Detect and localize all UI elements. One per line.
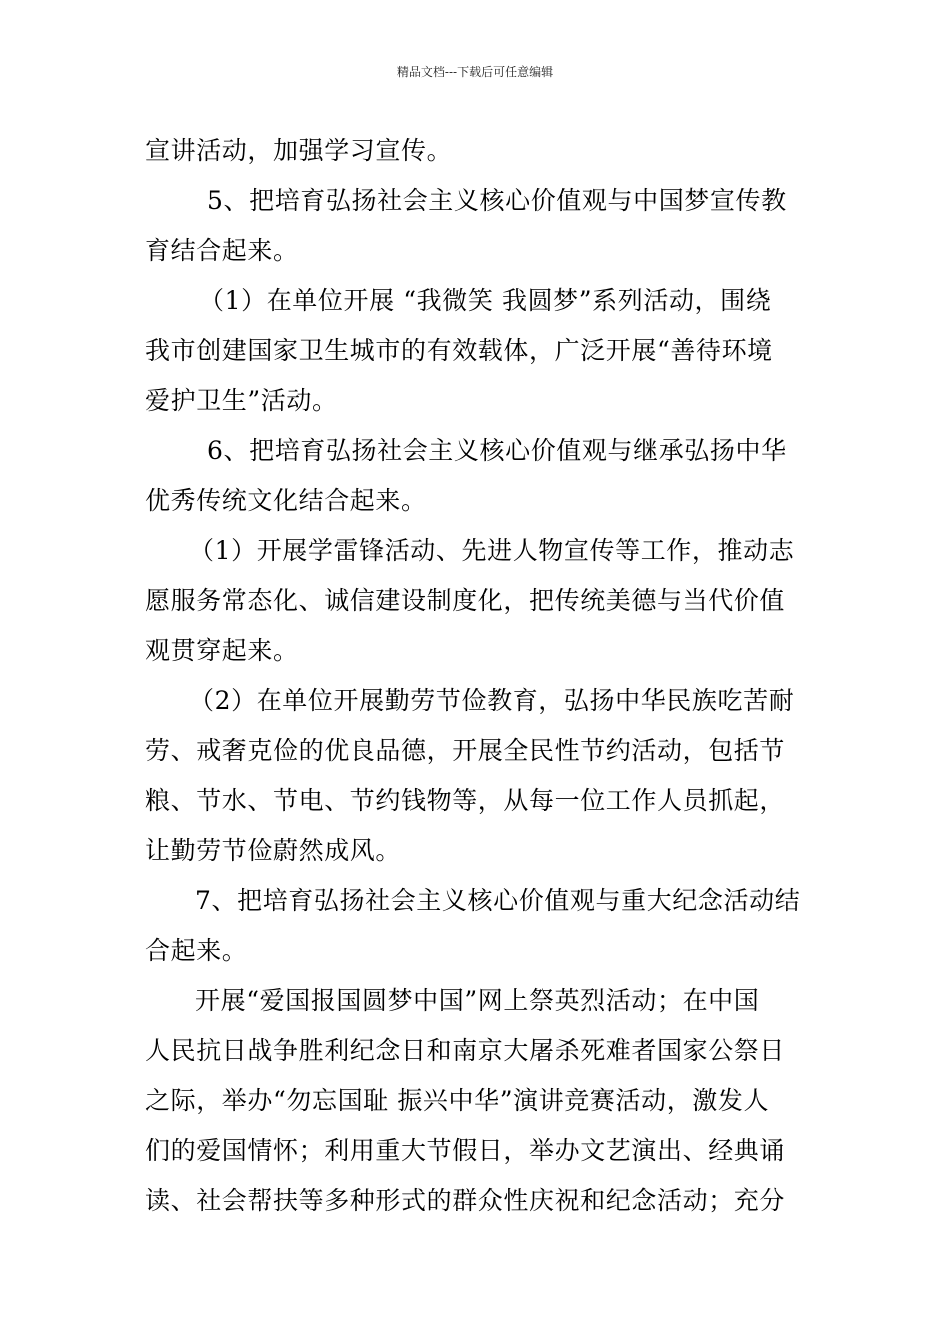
text-line: 5、把培育弘扬社会主义核心价值观与中国梦宣传教 bbox=[207, 186, 787, 215]
text-line: 爱护卫生”活动。 bbox=[145, 386, 338, 415]
page-header: 精品文档---下载后可任意编辑 bbox=[396, 65, 554, 79]
paragraph-1 bbox=[145, 126, 810, 176]
text-line: 合起来。 bbox=[145, 936, 248, 965]
text-line: 粮、节水、节电、节约钱物等，从每一位工作人员抓起， bbox=[145, 786, 786, 815]
paragraph-7 bbox=[145, 876, 810, 976]
text-line: 劳、戒奢克俭的优良品德，开展全民性节约活动，包括节 bbox=[145, 736, 786, 765]
text-line: 们的爱国情怀；利用重大节假日，举办文艺演出、经典诵 bbox=[145, 1136, 786, 1165]
text-line: （1）在单位开展 “我微笑 我圆梦”系列活动，围绕 bbox=[199, 286, 772, 315]
text-line: 宣讲活动，加强学习宣传。 bbox=[145, 136, 453, 165]
text-line: 育结合起来。 bbox=[145, 236, 299, 265]
text-line: 读、社会帮扶等多种形式的群众性庆祝和纪念活动；充分 bbox=[145, 1186, 786, 1215]
text-line: 我市创建国家卫生城市的有效载体，广泛开展“善待环境 bbox=[145, 336, 773, 365]
text-line: 人民抗日战争胜利纪念日和南京大屠杀死难者国家公祭日 bbox=[145, 1036, 786, 1065]
text-line: 开展“爱国报国圆梦中国”网上祭英烈活动；在中国 bbox=[195, 986, 760, 1015]
paragraph-5 bbox=[145, 526, 810, 676]
paragraph-3 bbox=[145, 276, 810, 426]
text-line: 让勤劳节俭蔚然成风。 bbox=[145, 836, 402, 865]
paragraph-4 bbox=[145, 426, 810, 526]
paragraph-2 bbox=[145, 176, 810, 276]
text-line: （2）在单位开展勤劳节俭教育，弘扬中华民族吃苦耐 bbox=[189, 686, 795, 715]
paragraph-6 bbox=[145, 676, 810, 876]
text-line: 7、把培育弘扬社会主义核心价值观与重大纪念活动结 bbox=[195, 886, 801, 915]
text-line: 愿服务常态化、诚信建设制度化，把传统美德与当代价值 bbox=[145, 586, 786, 615]
text-line: 6、把培育弘扬社会主义核心价值观与继承弘扬中华 bbox=[207, 436, 787, 465]
text-line: 观贯穿起来。 bbox=[145, 636, 299, 665]
text-line: （1）开展学雷锋活动、先进人物宣传等工作，推动志 bbox=[189, 536, 795, 565]
text-line: 优秀传统文化结合起来。 bbox=[145, 486, 427, 515]
paragraph-8 bbox=[145, 976, 810, 1226]
document-body bbox=[145, 126, 810, 1226]
text-line: 之际，举办“勿忘国耻 振兴中华”演讲竞赛活动，激发人 bbox=[145, 1086, 770, 1115]
